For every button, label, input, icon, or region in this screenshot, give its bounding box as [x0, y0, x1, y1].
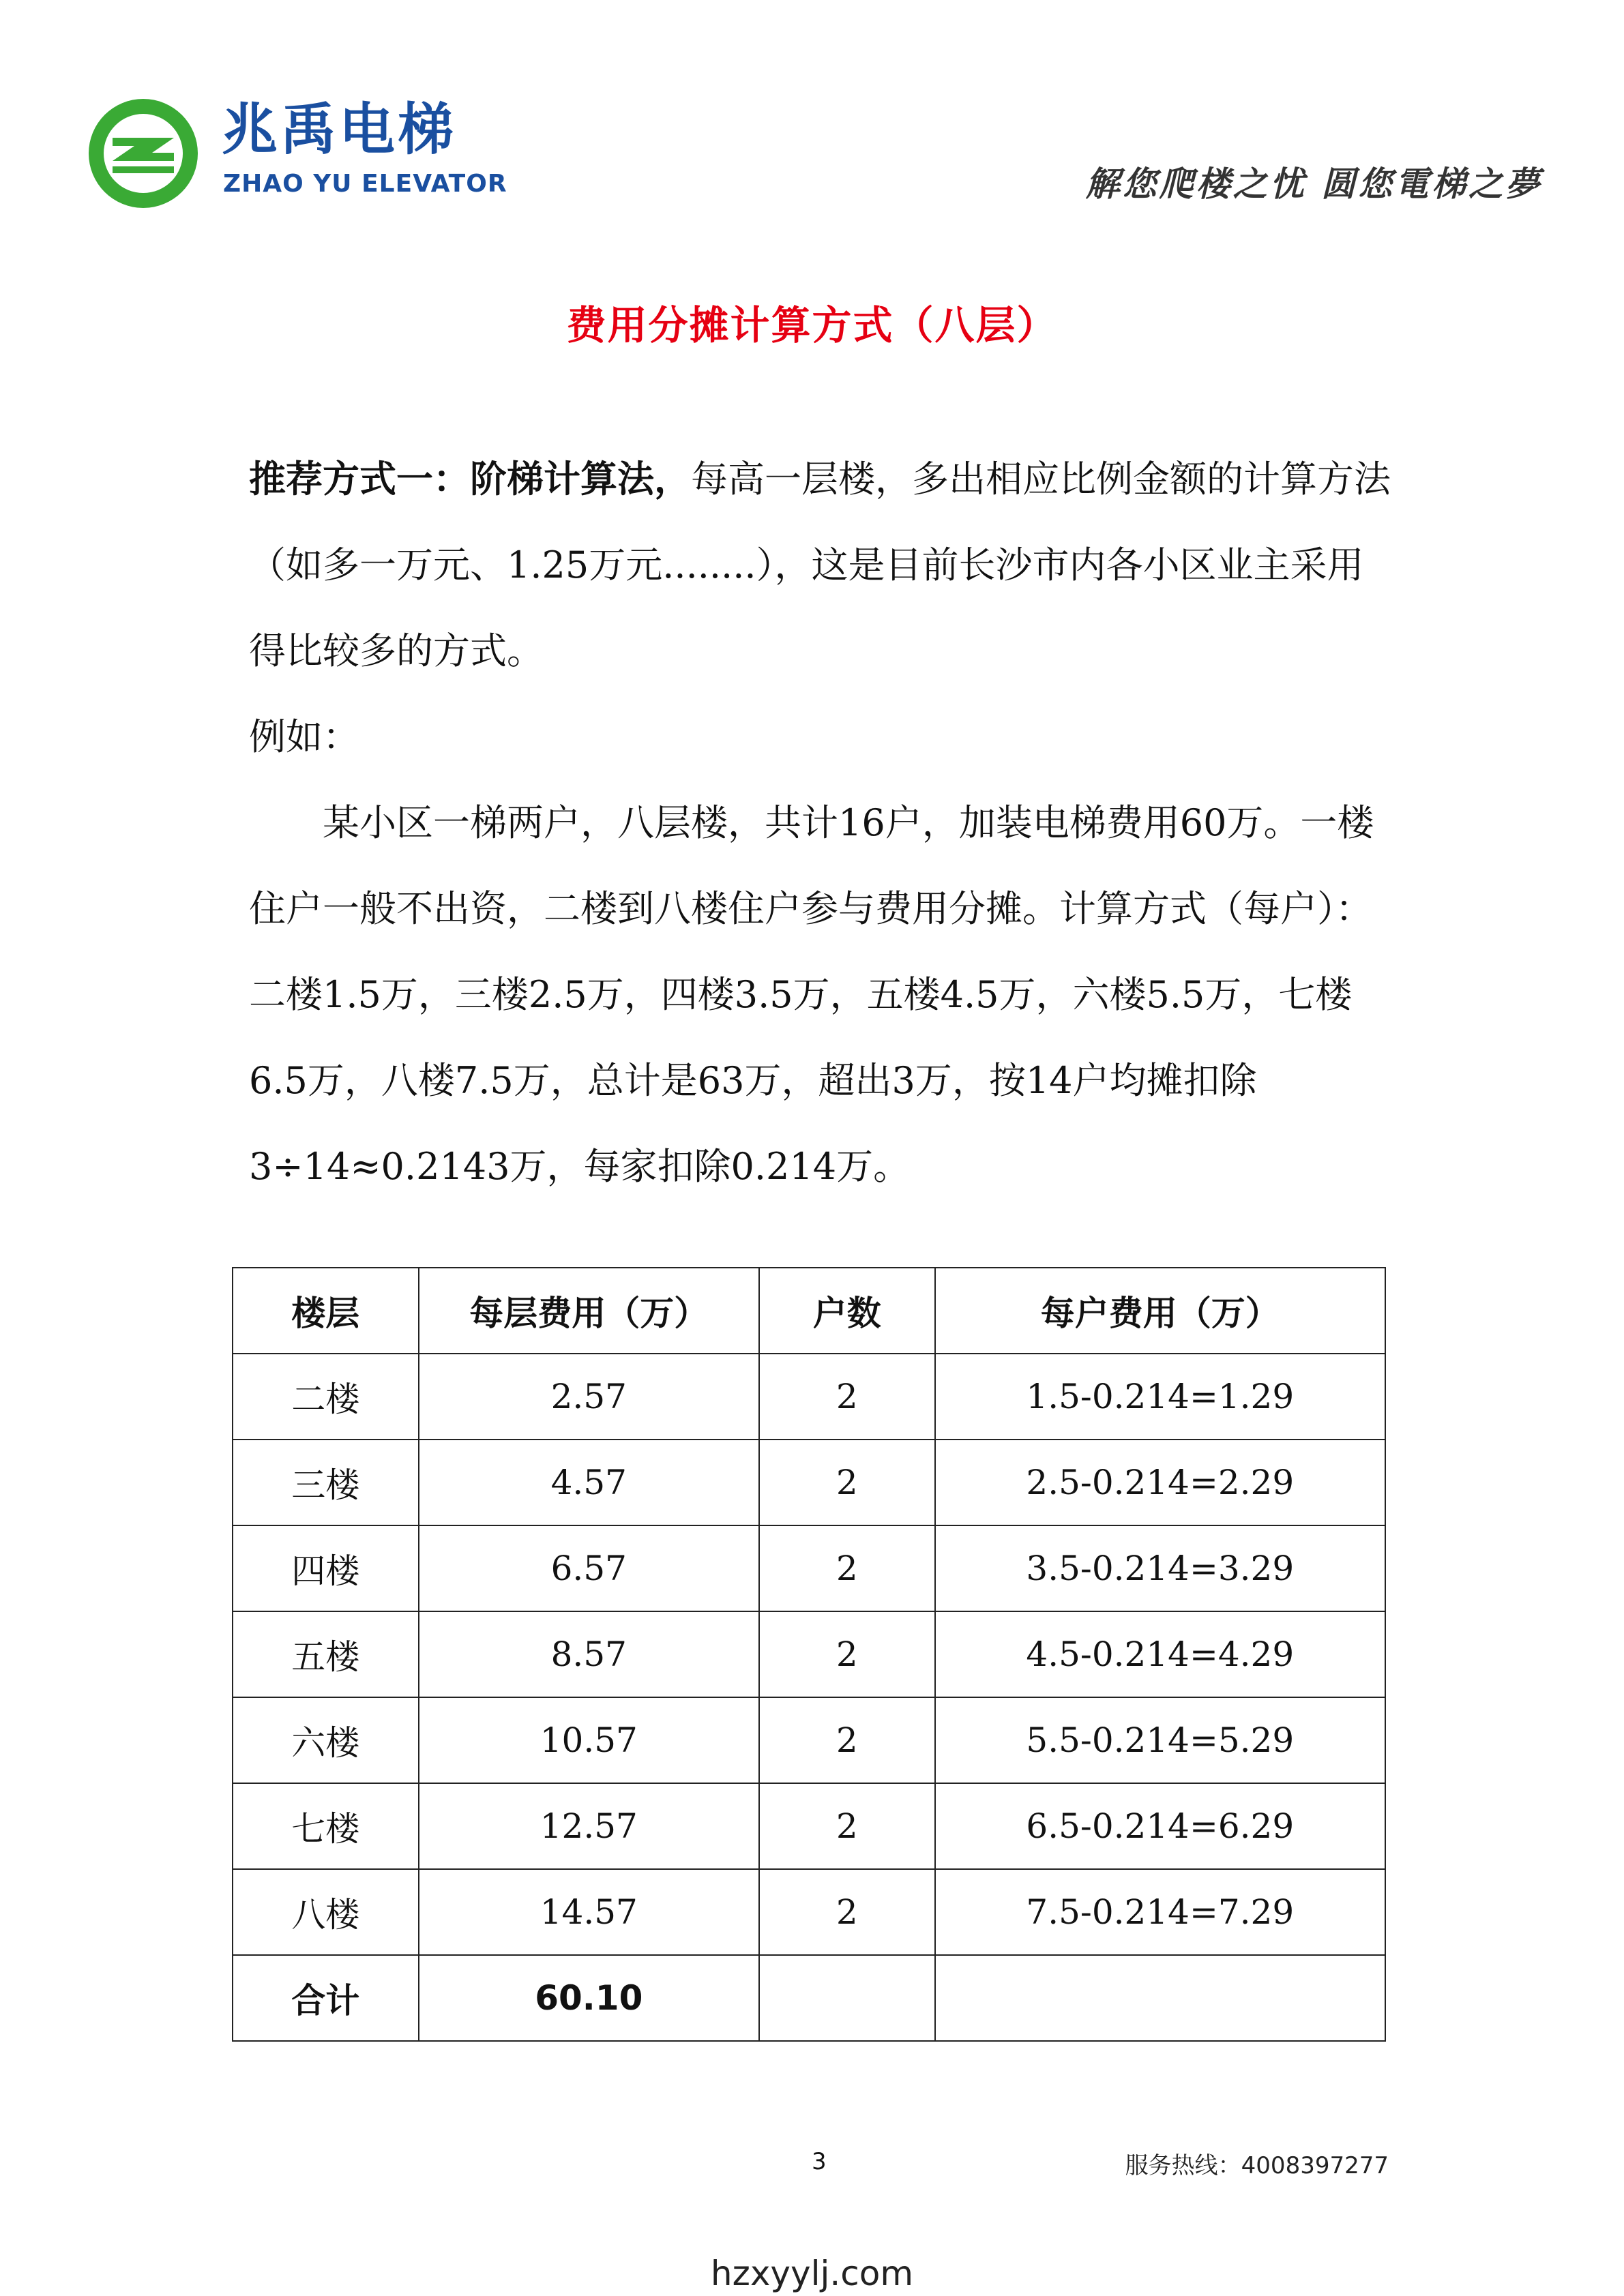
example-label: 例如： [249, 715, 359, 758]
floor-cost-cell: 10.57 [419, 1697, 759, 1783]
household-count-cell: 2 [759, 1869, 935, 1955]
floor-cell: 三楼 [233, 1440, 419, 1525]
logo-emblem-icon [85, 95, 201, 211]
table-row [233, 1697, 1385, 1783]
total-empty-cell [935, 1955, 1385, 2041]
total-empty-cell [759, 1955, 935, 2041]
table-row [233, 1440, 1385, 1525]
table-row [233, 1611, 1385, 1697]
household-cost-cell: 1.5-0.214=1.29 [935, 1354, 1385, 1440]
household-cost-cell: 4.5-0.214=4.29 [935, 1611, 1385, 1697]
intro-paragraph [249, 436, 1398, 694]
table-total-row [233, 1955, 1385, 2041]
floor-cost-cell: 14.57 [419, 1869, 759, 1955]
household-count-cell: 2 [759, 1354, 935, 1440]
intro-text: 每高一层楼，多出相应比例金额的计算方法（如多一万元、1.25万元........），这是目前长沙市内各小区业主采用得比较多的方式。 [249, 458, 1391, 672]
household-count-cell: 2 [759, 1525, 935, 1611]
logo-chinese-name: 兆禹电梯 [222, 98, 457, 162]
header-floor-cost: 每层费用（万） [419, 1268, 759, 1354]
header-slogan: 解您爬楼之忧 圆您電梯之夢 [1085, 164, 1542, 204]
page-number: 3 [812, 2148, 827, 2175]
table-row [233, 1525, 1385, 1611]
total-cost-cell: 60.10 [419, 1955, 759, 2041]
logo-english-name: ZHAO YU ELEVATOR [223, 170, 507, 198]
header-household-count: 户数 [759, 1268, 935, 1354]
household-count-cell: 2 [759, 1783, 935, 1869]
table-row [233, 1869, 1385, 1955]
household-cost-cell: 3.5-0.214=3.29 [935, 1525, 1385, 1611]
website-link[interactable]: hzxyylj.com [710, 2254, 914, 2293]
floor-cell: 四楼 [233, 1525, 419, 1611]
household-count-cell: 2 [759, 1440, 935, 1525]
household-cost-cell: 6.5-0.214=6.29 [935, 1783, 1385, 1869]
floor-cost-cell: 8.57 [419, 1611, 759, 1697]
household-count-cell: 2 [759, 1697, 935, 1783]
table-row [233, 1354, 1385, 1440]
example-paragraph: 某小区一梯两户，八层楼，共计16户，加装电梯费用60万。一楼住户一般不出资，二楼到八楼住户参与费用分摊。计算方式（每户）：二楼1.5万，三楼2.5万，四楼3.5万，五楼4.5万，六楼5.5万，七楼6.5万，八楼7.5万，总计是63万，超出3万，按14户均摊扣除3÷14≈0.2143万，每家扣除0.214万。 [249, 801, 1374, 1188]
floor-cell: 八楼 [233, 1869, 419, 1955]
household-cost-cell: 7.5-0.214=7.29 [935, 1869, 1385, 1955]
header-floor: 楼层 [233, 1268, 419, 1354]
floor-cost-cell: 12.57 [419, 1783, 759, 1869]
total-label-cell: 合计 [233, 1955, 419, 2041]
floor-cell: 七楼 [233, 1783, 419, 1869]
floor-cost-cell: 2.57 [419, 1354, 759, 1440]
header-household-cost: 每户费用（万） [935, 1268, 1385, 1354]
table-header-row [233, 1268, 1385, 1354]
intro-bold-lead: 推荐方式一：阶梯计算法， [249, 458, 691, 501]
page-title: 费用分摊计算方式（八层） [566, 302, 1058, 348]
floor-cell: 六楼 [233, 1697, 419, 1783]
table-row [233, 1783, 1385, 1869]
company-logo [85, 95, 508, 218]
floor-cell: 二楼 [233, 1354, 419, 1440]
document-body [249, 436, 1398, 1210]
household-cost-cell: 2.5-0.214=2.29 [935, 1440, 1385, 1525]
household-cost-cell: 5.5-0.214=5.29 [935, 1697, 1385, 1783]
household-count-cell: 2 [759, 1611, 935, 1697]
floor-cost-cell: 4.57 [419, 1440, 759, 1525]
fee-table [232, 1267, 1386, 2042]
service-hotline: 服务热线：4008397277 [1125, 2152, 1389, 2179]
floor-cell: 五楼 [233, 1611, 419, 1697]
floor-cost-cell: 6.57 [419, 1525, 759, 1611]
